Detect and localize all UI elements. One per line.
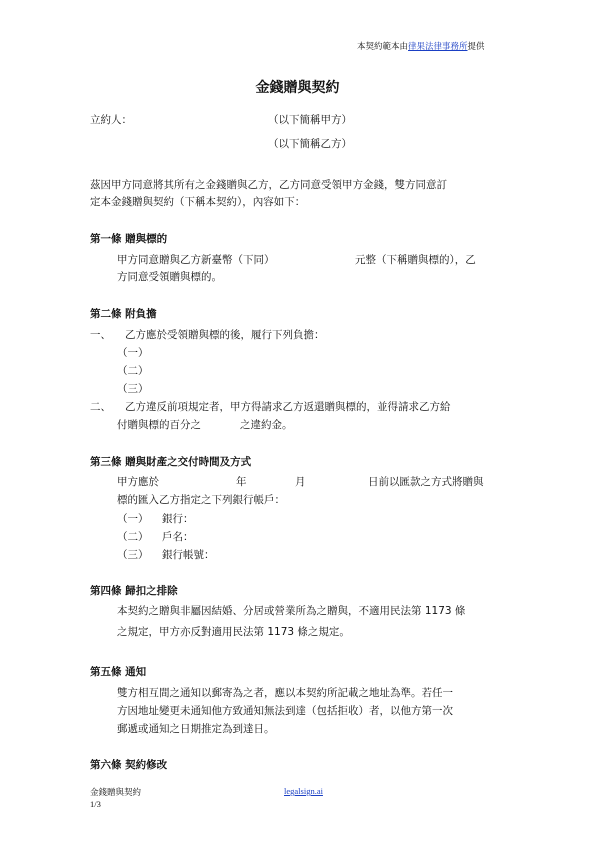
article-1-heading: 第一條 贈與標的 xyxy=(90,233,168,245)
parties-label: 立約人： xyxy=(90,114,132,126)
page-header xyxy=(357,40,485,52)
intro-line-2: 定本金錢贈與契約（下稱本契約），內容如下： xyxy=(90,196,306,208)
article-2-item-2-number: 二、 xyxy=(90,401,111,413)
article-3-line-1d: 日前以匯款之方式將贈與 xyxy=(368,476,484,488)
article-3-line-2: 標的匯入乙方指定之下列銀行帳戶： xyxy=(117,494,285,506)
footer-link[interactable] xyxy=(284,786,323,796)
article-2-sub-3: （三） xyxy=(117,383,149,395)
article-5-line-2: 方因地址變更未通知他方致通知無法到達（包括拒收）者，以他方第一次 xyxy=(117,705,453,717)
article-2-item-1-number: 一、 xyxy=(90,329,111,341)
article-1-line-1b: 元整（下稱贈與標的），乙 xyxy=(355,254,476,266)
header-prefix: 本契約範本由 xyxy=(357,42,409,52)
legalsign-link[interactable]: legalsign.ai xyxy=(284,786,323,796)
party-b-note: （以下簡稱乙方） xyxy=(268,138,352,150)
article-3-item-2-number: （二） xyxy=(117,531,149,543)
article-1-line-1a: 甲方同意贈與乙方新臺幣（下同） xyxy=(117,254,275,266)
article-3-item-1-number: （一） xyxy=(117,513,149,525)
article-1-line-2: 方同意受領贈與標的。 xyxy=(117,271,222,283)
article-2-item-2-text: 乙方違反前項規定者，甲方得請求乙方返還贈與標的，並得請求乙方給 xyxy=(125,401,451,413)
article-3-heading: 第三條 贈與財產之交付時間及方式 xyxy=(90,456,252,468)
article-2-item-1-text: 乙方應於受領贈與標的後，履行下列負擔： xyxy=(125,329,325,341)
document-title: 金錢贈與契約 xyxy=(255,80,340,96)
article-4-line-1: 本契約之贈與非屬因結婚、分居或營業所為之贈與，不適用民法第 1173 條 xyxy=(117,605,466,617)
article-6-heading: 第六條 契約修改 xyxy=(90,759,168,771)
article-4-line-2: 之規定，甲方亦反對適用民法第 1173 條之規定。 xyxy=(117,626,350,638)
article-3-item-2-text: 戶名： xyxy=(162,531,194,543)
article-5-heading: 第五條 通知 xyxy=(90,666,147,678)
article-5-line-1: 雙方相互間之通知以郵寄為之者，應以本契約所記載之地址為準。若任一 xyxy=(117,687,453,699)
article-2-heading: 第二條 附負擔 xyxy=(90,308,157,320)
party-a-note: （以下簡稱甲方） xyxy=(268,114,352,126)
header-suffix: 提供 xyxy=(467,42,485,52)
article-3-line-1c: 月 xyxy=(295,476,306,488)
intro-line-1: 茲因甲方同意將其所有之金錢贈與乙方，乙方同意受領甲方金錢，雙方同意訂 xyxy=(90,179,447,191)
article-5-line-3: 郵遞或通知之日期推定為到達日。 xyxy=(117,723,275,735)
article-3-item-3-number: （三） xyxy=(117,549,149,561)
article-2-sub-2: （二） xyxy=(117,365,149,377)
article-4-heading: 第四條 歸扣之排除 xyxy=(90,585,178,597)
article-2-sub-1: （一） xyxy=(117,347,149,359)
article-3-item-3-text: 銀行帳號： xyxy=(162,549,215,561)
article-2-item-2-cont-a: 付贈與標的百分之 xyxy=(117,419,201,431)
law-firm-link[interactable]: 律果法律事務所 xyxy=(408,42,468,52)
article-3-line-1a: 甲方應於 xyxy=(117,476,159,488)
footer-doc-title: 金錢贈與契約 xyxy=(90,787,142,797)
page-number: 1/3 xyxy=(90,799,101,809)
article-2-item-2-cont-b: 之違約金。 xyxy=(240,419,293,431)
article-3-line-1b: 年 xyxy=(236,476,247,488)
article-3-item-1-text: 銀行： xyxy=(162,513,194,525)
